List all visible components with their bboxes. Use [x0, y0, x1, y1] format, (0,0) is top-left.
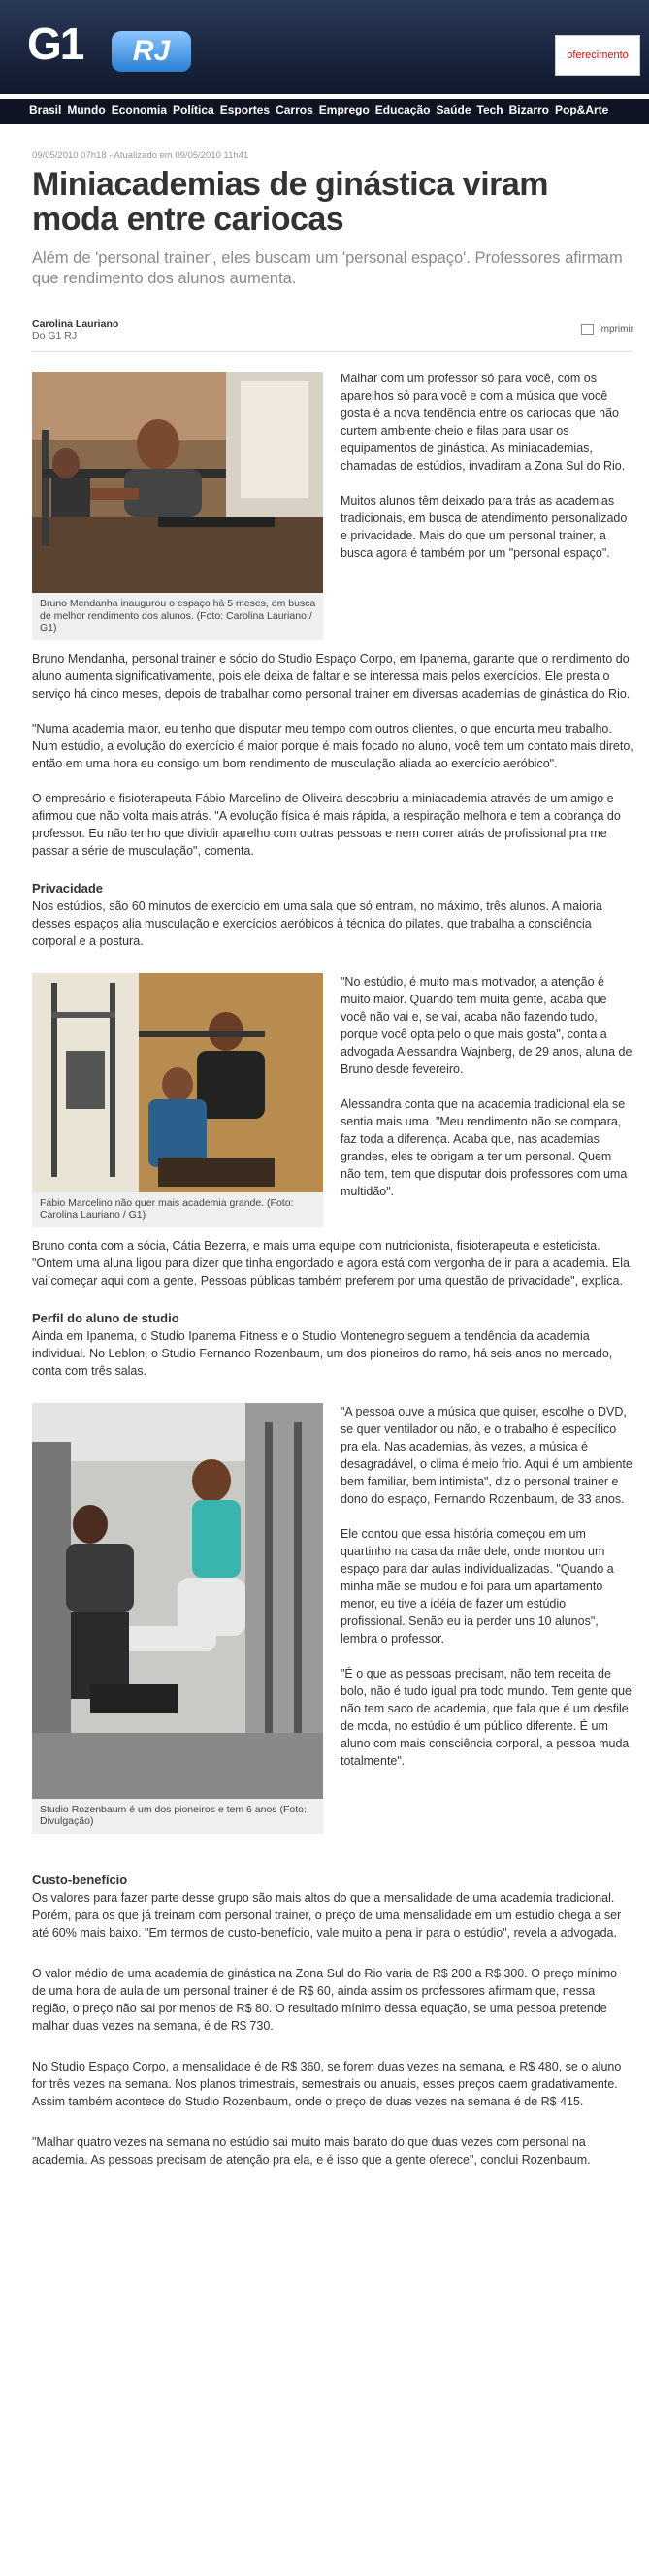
- photo-caption-2: Fábio Marcelino não quer mais academia grande. (Foto: Carolina Lauriano / G1): [40, 1196, 294, 1221]
- section-heading-custo: Custo-benefício: [32, 1872, 128, 1887]
- gym-photo-1[interactable]: [32, 372, 323, 593]
- paragraph-13: "É o que as pessoas precisam, não tem receita de bolo, não é tudo igual pra todo mundo. Tem gente que não tem saco de academia, que fala que é um desfile de moda, no estúdio é um público diferente. É um aluno com mais consciência corporal, a pessoa muda totalmente".: [341, 1666, 632, 1768]
- paragraph-14: Os valores para fazer parte desse grupo são mais altos do que a mensalidade de uma academia tradicional. Porém, para os que já treinam com personal trainer, o preço de uma mensalidade em um estúdio chega a ser até 60% mais baixo. "Em termos de custo-benefício, vale muito a pena ir para o estúdio", revela a advogada.: [32, 1890, 622, 1940]
- nav-item-brasil[interactable]: Brasil: [29, 103, 62, 116]
- dateline: 09/05/2010 07h18 - Atualizado em 09/05/2010 11h41: [32, 150, 249, 161]
- rj-region-logo[interactable]: RJ: [112, 31, 191, 72]
- paragraph-2: Muitos alunos têm deixado para trás as academias tradicionais, em busca de atendimento personalizado e privacidade. Mais do que um personal trainer, a busca agora é também por um "personal espaço".: [341, 494, 628, 560]
- nav-item-economia[interactable]: Economia: [111, 103, 168, 116]
- paragraph-11: "A pessoa ouve a música que quiser, escolhe o DVD, se quer ventilador ou não, e o trabalho é específico pra ela. Nas academias, às vezes, a música é desagradável, o clima é meio frio. Aqui é um ambiente bem familiar, bem intimista", diz o personal trainer e dono do espaço, Fernando Rozenbaum, de 33 anos.: [341, 1404, 633, 1506]
- paragraph-4: "Numa academia maior, eu tenho que disputar meu tempo com outros clientes, o que encurta meu trabalho. Num estúdio, a evolução do exercício é maior porque é mais focado no aluno, você tem um contato mais direto, então em uma hora eu consigo um bom rendimento de musculação aliada ao exercício aeróbico".: [32, 721, 633, 770]
- paragraph-17: "Malhar quatro vezes na semana no estúdio sai muito mais barato do que duas vezes com personal na academia. As pessoas precisam de atenção pra ela, e é isso que a gente oferece", conclui Rozenbaum.: [32, 2135, 591, 2167]
- paragraph-7: "No estúdio, é muito mais motivador, a atenção é muito maior. Quando tem muita gente, acaba que você não vai e, se vai, acaba não fazendo tudo, porque você opta pelo o que mais gosta", conta a advogada Alessandra Wajnberg, de 29 anos, aluna de Bruno desde fevereiro.: [341, 974, 633, 1076]
- nav-item-tech[interactable]: Tech: [476, 103, 503, 116]
- nav-item-mundo[interactable]: Mundo: [67, 103, 106, 116]
- paragraph-10: Ainda em Ipanema, o Studio Ipanema Fitness e o Studio Montenegro seguem a tendência da academia individual. No Leblon, o Studio Fernando Rozenbaum, um dos pioneiros do ramo, há seis anos no mercado, conta com três salas.: [32, 1328, 613, 1378]
- printer-icon: [581, 324, 594, 335]
- article-subtitle: Além de 'personal trainer', eles buscam um 'personal espaço'. Professores afirmam que rendimento dos alunos aumenta.: [32, 249, 623, 287]
- paragraph-8: Alessandra conta que na academia tradicional ela se sentia mais uma. "Meu rendimento não se compara, faz toda a diferença. Acaba que, nas academias grandes, eles te obrigam a ter um personal. Quem não tem, tem que disputar dois professores com uma multidão".: [341, 1096, 628, 1198]
- paragraph-16: No Studio Espaço Corpo, a mensalidade é de R$ 360, se forem duas vezes na semana, e R$ 480, se o aluno for três vezes na semana. Nos planos trimestrais, semestrais ou anuais, esses preços caem gradativamente. Assim também acontece do Studio Rozenbaum, onde o preço de duas vezes na semana é de R$ 415.: [32, 2059, 622, 2108]
- masthead: [0, 0, 649, 116]
- main-nav: [29, 98, 649, 122]
- photo-figure-2: [32, 973, 323, 1227]
- paragraph-1: Malhar com um professor só para você, com os aparelhos só para você e com a música que você gosta é a nova tendência entre os cariocas que não curtem ambiente cheio e filas para usar os equipamentos de ginástica. As miniacademias, chamadas de estúdios, invadiram a Zona Sul do Rio.: [341, 372, 626, 473]
- nav-item-carros[interactable]: Carros: [276, 103, 313, 116]
- author-name[interactable]: Carolina Lauriano: [32, 318, 119, 330]
- photo-caption-1: Bruno Mendanha inaugurou o espaço há 5 meses, em busca de melhor rendimento dos alunos. (Foto: Carolina Lauriano / G1): [40, 598, 316, 634]
- paragraph-9: Bruno conta com a sócia, Cátia Bezerra, e mais uma equipe com nutricionista, fisioterapeuta e esteticista. "Ontem uma aluna ligou para dizer que tinha engordado e agora está com vergonha de ir para a academia. Ela vai começar aqui com a gente. Pessoas públicas também preferem por uma questão de privacidade", explica.: [32, 1238, 630, 1288]
- paragraph-5: O empresário e fisioterapeuta Fábio Marcelino de Oliveira descobriu a miniacademia através de um amigo e afirmou que não volta mais atrás. "A evolução física é mais rápida, a respiração melhora e tem a cobrança do professor. Eu não tenho que dividir aparelho com outras pessoas e nem correr atrás de profissional pra me passar a série de musculação", comenta.: [32, 791, 621, 858]
- print-link[interactable]: [581, 324, 633, 335]
- byline: [32, 318, 633, 352]
- gym-photo-2[interactable]: [32, 973, 323, 1192]
- paragraph-12: Ele contou que essa história começou em um quartinho na casa da mãe dele, onde montou um espaço para dar aulas individualizadas. "Quando a minha mãe se mudou e foi para um apartamento menor, eu tive a idéia de fazer um estúdio profissional. Senão eu ia perder uns 10 alunos", lembra o professor.: [341, 1526, 614, 1646]
- photo-figure-3: [32, 1403, 323, 1834]
- paragraph-3: Bruno Mendanha, personal trainer e sócio do Studio Espaço Corpo, em Ipanema, garante que o rendimento do aluno aumenta significativamente, pois ele deixa de faltar e se interessa mais pelos exercícios. Ele presta o serviço há cinco meses, depois de trabalhar como personal trainer em diversas academias de ginástica do Rio.: [32, 651, 631, 701]
- sponsor-box[interactable]: oferecimento: [555, 35, 640, 76]
- section-heading-perfil: Perfil do aluno de studio: [32, 1310, 179, 1325]
- photo-figure-1: [32, 372, 323, 640]
- gym-photo-3[interactable]: [32, 1403, 323, 1799]
- article-source: Do G1 RJ: [32, 330, 78, 342]
- nav-item-educacao[interactable]: Educação: [374, 103, 431, 116]
- g1-logo[interactable]: G1: [27, 18, 83, 69]
- paragraph-6: Nos estúdios, são 60 minutos de exercício em uma sala que só entram, no máximo, três alunos. A maioria desses espaços alia musculação e exercícios aeróbicos à técnica do pilates, que trabalha a consciência corporal e a postura.: [32, 898, 602, 948]
- nav-item-bizarro[interactable]: Bizarro: [508, 103, 549, 116]
- article: [32, 150, 633, 2186]
- nav-item-saude[interactable]: Saúde: [436, 103, 471, 116]
- article-title: Miniacademias de ginástica viram moda entre cariocas: [32, 166, 549, 238]
- nav-item-politica[interactable]: Política: [173, 103, 214, 116]
- nav-item-pop-arte[interactable]: Pop&Arte: [554, 103, 609, 116]
- nav-item-esportes[interactable]: Esportes: [219, 103, 271, 116]
- nav-item-emprego[interactable]: Emprego: [318, 103, 370, 116]
- photo-caption-3: Studio Rozenbaum é um dos pioneiros e tem 6 anos (Foto: Divulgação): [40, 1803, 307, 1827]
- print-label: imprimir: [599, 324, 633, 336]
- section-heading-privacidade: Privacidade: [32, 880, 103, 896]
- paragraph-15: O valor médio de uma academia de ginástica na Zona Sul do Rio varia de R$ 200 a R$ 300. O preço mínimo de uma hora de aula de um personal trainer é de R$ 60, ainda assim os professores afirmam que, nessa região, o preço não sai por menos de R$ 80. O resultado mínimo dessa equação, se uma pessoa pretende malhar duas vezes na semana, é de R$ 730.: [32, 1966, 618, 2033]
